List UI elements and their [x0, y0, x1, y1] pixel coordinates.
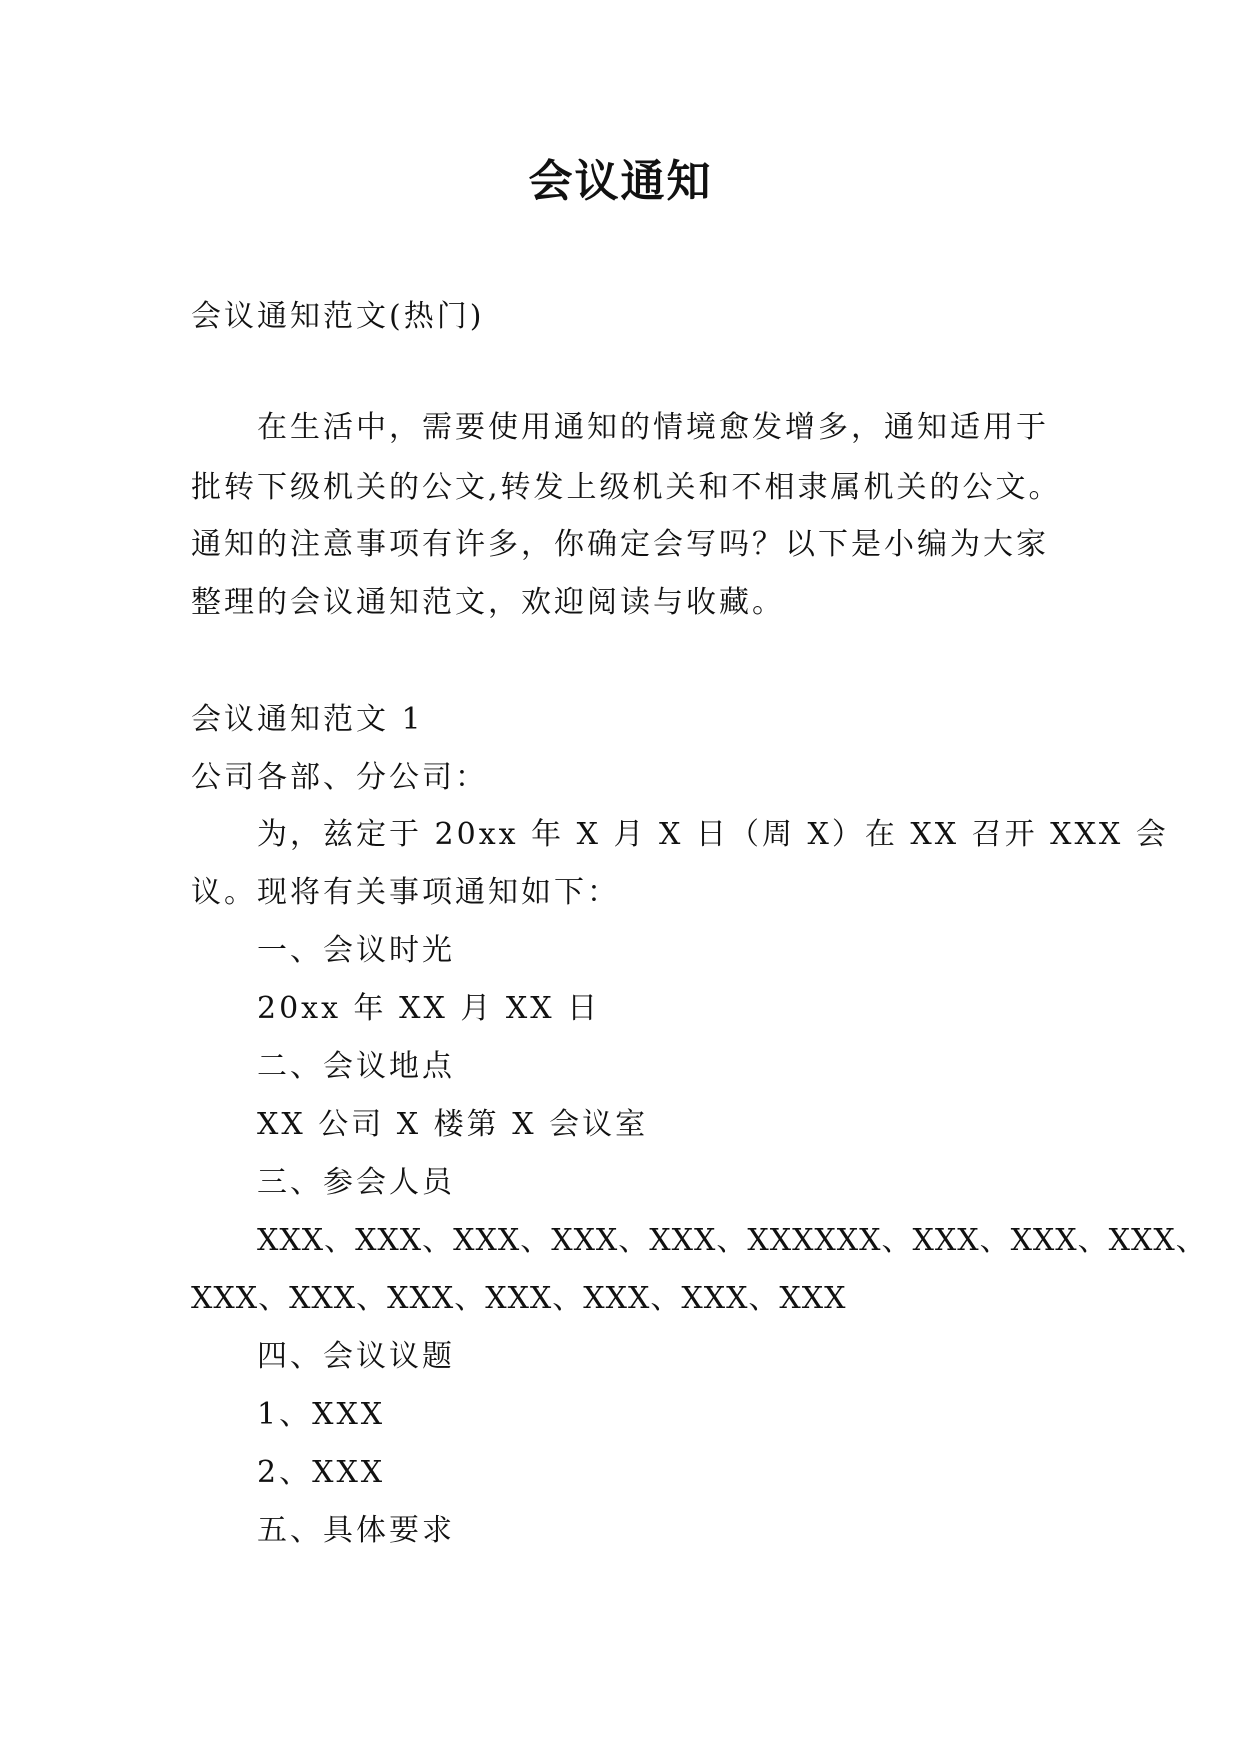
section-1-title: 一、会议时光 [257, 933, 455, 968]
section-2-value: XX 公司 X 楼第 X 会议室 [257, 1107, 649, 1142]
intro-line-2: 批转下级机关的公文,转发上级机关和不相隶属机关的公文。 [191, 470, 1062, 505]
attendees-line-2: XXX、XXX、XXX、XXX、XXX、XXX、XXX [191, 1281, 847, 1316]
section-4-title: 四、会议议题 [257, 1339, 455, 1374]
topic-item-1: 1、XXX [257, 1397, 386, 1432]
intro-line-4: 整理的会议通知范文，欢迎阅读与收藏。 [191, 585, 785, 620]
intro-line-1: 在生活中，需要使用通知的情境愈发增多，通知适用于 [257, 410, 1049, 445]
section-2-title: 二、会议地点 [257, 1049, 455, 1084]
sample-heading: 会议通知范文 1 [191, 702, 424, 737]
section-3-title: 三、参会人员 [257, 1165, 455, 1200]
attendees-line-1: XXX、XXX、XXX、XXX、XXX、XXXXXX、XXX、XXX、XXX、 [257, 1223, 1207, 1258]
body-line-2: 议。现将有关事项通知如下： [191, 875, 620, 910]
document-title: 会议通知 [528, 156, 713, 207]
topic-item-2: 2、XXX [257, 1455, 386, 1490]
subtitle: 会议通知范文(热门) [191, 299, 485, 334]
salutation: 公司各部、分公司： [191, 760, 488, 795]
section-5-title: 五、具体要求 [257, 1513, 455, 1548]
section-1-value: 20xx 年 XX 月 XX 日 [257, 991, 601, 1026]
body-line-1: 为，兹定于 20xx 年 X 月 X 日（周 X）在 XX 召开 XXX 会 [257, 817, 1169, 852]
intro-line-3: 通知的注意事项有许多，你确定会写吗？以下是小编为大家 [191, 527, 1049, 562]
